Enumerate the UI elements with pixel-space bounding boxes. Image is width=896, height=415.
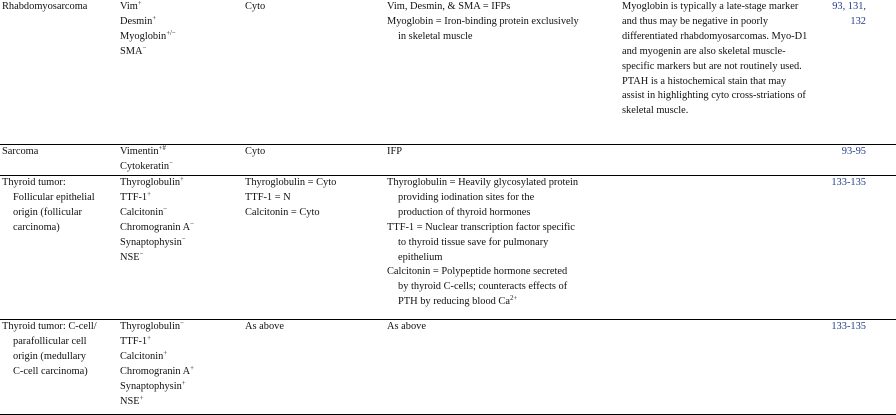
description-line xyxy=(387,236,620,251)
description-cell xyxy=(385,0,620,145)
tumor-line: Thyroid tumor: xyxy=(2,177,66,188)
description-text: As above xyxy=(387,321,426,332)
marker-sign: − xyxy=(190,220,194,228)
marker-sign: + xyxy=(190,364,194,372)
comments-cell xyxy=(620,320,814,415)
description-text: production of thyroid hormones xyxy=(398,206,531,218)
table-row xyxy=(0,176,896,320)
description-line xyxy=(387,15,620,30)
marker-sign: − xyxy=(139,250,144,258)
description-line xyxy=(387,206,620,221)
description-text: providing iodination sites for the xyxy=(398,191,535,203)
marker-sign: − xyxy=(181,235,186,243)
table-row xyxy=(0,0,896,145)
tumor-cell xyxy=(0,176,118,320)
comments-cell xyxy=(620,176,814,320)
marker-name: Synaptophysin xyxy=(120,236,182,248)
tumor-line: Follicular epithelial xyxy=(13,191,95,203)
location-cell xyxy=(243,145,385,176)
marker-item xyxy=(120,160,243,175)
marker-sign: + xyxy=(147,190,151,198)
marker-name: Myoglobin xyxy=(120,30,167,42)
marker-name: Chromogranin A xyxy=(120,221,191,233)
description-line xyxy=(387,221,620,236)
markers-cell xyxy=(118,176,243,320)
marker-name: Vimentin xyxy=(120,146,159,157)
tumor-line: Sarcoma xyxy=(2,146,39,157)
table-row xyxy=(0,145,896,176)
table-row xyxy=(0,320,896,415)
location-cell xyxy=(243,176,385,320)
tumor-line: origin (follicular xyxy=(13,206,82,218)
marker-sign: +/− xyxy=(166,29,176,37)
location-line: TTF-1 = N xyxy=(245,191,291,203)
marker-sign: − xyxy=(169,159,173,167)
marker-sign: + xyxy=(147,334,151,342)
marker-name: Thyroglobulin xyxy=(120,321,181,332)
marker-sign: − xyxy=(142,44,147,52)
description-line xyxy=(387,145,620,160)
marker-name: Calcitonin xyxy=(120,350,164,362)
tumor-line: Thyroid tumor: C-cell/ xyxy=(2,321,97,332)
reference-link[interactable]: 133-135 xyxy=(831,321,866,332)
description-line xyxy=(387,265,620,280)
reference-link[interactable]: 93, 131, xyxy=(832,1,866,12)
marker-item xyxy=(120,191,243,206)
description-line xyxy=(387,295,620,310)
description-line xyxy=(387,176,620,191)
description-line xyxy=(387,30,620,45)
marker-item xyxy=(120,15,243,30)
marker-item xyxy=(120,206,243,221)
markers-cell xyxy=(118,145,243,176)
description-cell xyxy=(385,320,620,415)
marker-sign: + xyxy=(152,14,157,22)
marker-item xyxy=(120,350,243,365)
marker-item xyxy=(120,30,243,45)
marker-name: SMA xyxy=(120,45,143,57)
marker-sign: + xyxy=(163,349,168,357)
reference-cell xyxy=(814,176,896,320)
marker-item xyxy=(120,176,243,191)
location-line: Cyto xyxy=(245,146,266,157)
reference-cell xyxy=(814,320,896,415)
marker-item xyxy=(120,320,243,335)
description-line xyxy=(387,251,620,266)
location-line: As above xyxy=(245,321,284,332)
reference-cell xyxy=(814,0,896,145)
description-line xyxy=(387,320,620,335)
marker-item xyxy=(120,221,243,236)
tumor-cell xyxy=(0,320,118,415)
comments-text: Myoglobin is typically a late-stage marker and thus may be negative in poorly differentiated rhabdomyosarcomas. Myo-D1 and myogenin are also skeletal muscle-specific markers but are not routinely used. PTAH is a histochemical stain that may assist in highlighting cyto cross-striations of skeletal muscle. xyxy=(622,1,808,117)
marker-name: NSE xyxy=(120,395,140,407)
tumor-line: carcinoma) xyxy=(13,221,60,233)
description-sup: 2+ xyxy=(509,295,518,303)
marker-item xyxy=(120,0,243,15)
location-line: Cyto xyxy=(245,1,266,12)
marker-name: TTF-1 xyxy=(120,335,148,347)
marker-item xyxy=(120,45,243,60)
marker-name: Calcitonin xyxy=(120,206,164,218)
tumor-cell xyxy=(0,0,118,145)
description-line xyxy=(387,191,620,206)
location-cell xyxy=(243,320,385,415)
description-text: in skeletal muscle xyxy=(398,30,473,42)
marker-sign: + xyxy=(137,0,142,7)
tumor-line: parafollicular cell xyxy=(13,335,87,347)
marker-item xyxy=(120,395,243,410)
marker-item xyxy=(120,365,243,380)
marker-item xyxy=(120,236,243,251)
reference-link[interactable]: 132 xyxy=(850,15,866,27)
marker-item xyxy=(120,335,243,350)
tumor-line: origin (medullary xyxy=(13,350,87,362)
reference-cell xyxy=(814,145,896,176)
marker-name: Desmin xyxy=(120,15,153,27)
description-text: Thyroglobulin = Heavily glycosylated protein xyxy=(387,177,579,188)
tumor-cell xyxy=(0,145,118,176)
description-text: by thyroid C-cells; counteracts effects of xyxy=(398,281,568,293)
markers-cell xyxy=(118,0,243,145)
description-text: TTF-1 = Nuclear transcription factor specific xyxy=(387,221,575,233)
marker-name: Chromogranin A xyxy=(120,365,191,377)
marker-name: Thyroglobulin xyxy=(120,177,181,188)
marker-sign: +# xyxy=(158,145,166,152)
location-line: Calcitonin = Cyto xyxy=(245,206,320,218)
marker-item xyxy=(120,380,243,395)
description-text: Calcitonin = Polypeptide hormone secreted xyxy=(387,266,568,278)
marker-name: Cytokeratin xyxy=(120,160,170,172)
description-text: IFP xyxy=(387,146,403,157)
description-text: Myoglobin = Iron-binding protein exclusively xyxy=(387,15,579,27)
marker-sign: + xyxy=(181,379,186,387)
description-cell xyxy=(385,145,620,176)
marker-sign: − xyxy=(163,205,168,213)
description-cell xyxy=(385,176,620,320)
tumor-line: C-cell carcinoma) xyxy=(13,365,88,377)
location-line: Thyroglobulin = Cyto xyxy=(245,177,337,188)
marker-sign: + xyxy=(180,176,184,183)
reference-link[interactable]: 133-135 xyxy=(831,177,866,188)
description-text: epithelium xyxy=(398,251,443,263)
marker-item xyxy=(120,145,243,160)
markers-cell xyxy=(118,320,243,415)
comments-cell xyxy=(620,145,814,176)
marker-item xyxy=(120,251,243,266)
tumor-line: Rhabdomyosarcoma xyxy=(2,1,88,12)
marker-sign: + xyxy=(139,394,144,402)
description-line xyxy=(387,280,620,295)
marker-sign: − xyxy=(180,320,184,327)
description-text: Vim, Desmin, & SMA = IFPs xyxy=(387,1,511,12)
description-line xyxy=(387,0,620,15)
reference-link[interactable]: 93-95 xyxy=(841,146,866,157)
comments-cell xyxy=(620,0,814,145)
marker-name: NSE xyxy=(120,251,140,263)
marker-name: Vim xyxy=(120,1,138,12)
description-text: PTH by reducing blood Ca xyxy=(398,296,510,308)
location-cell xyxy=(243,0,385,145)
description-text: to thyroid tissue save for pulmonary xyxy=(398,236,549,248)
marker-name: Synaptophysin xyxy=(120,380,182,392)
marker-name: TTF-1 xyxy=(120,191,148,203)
